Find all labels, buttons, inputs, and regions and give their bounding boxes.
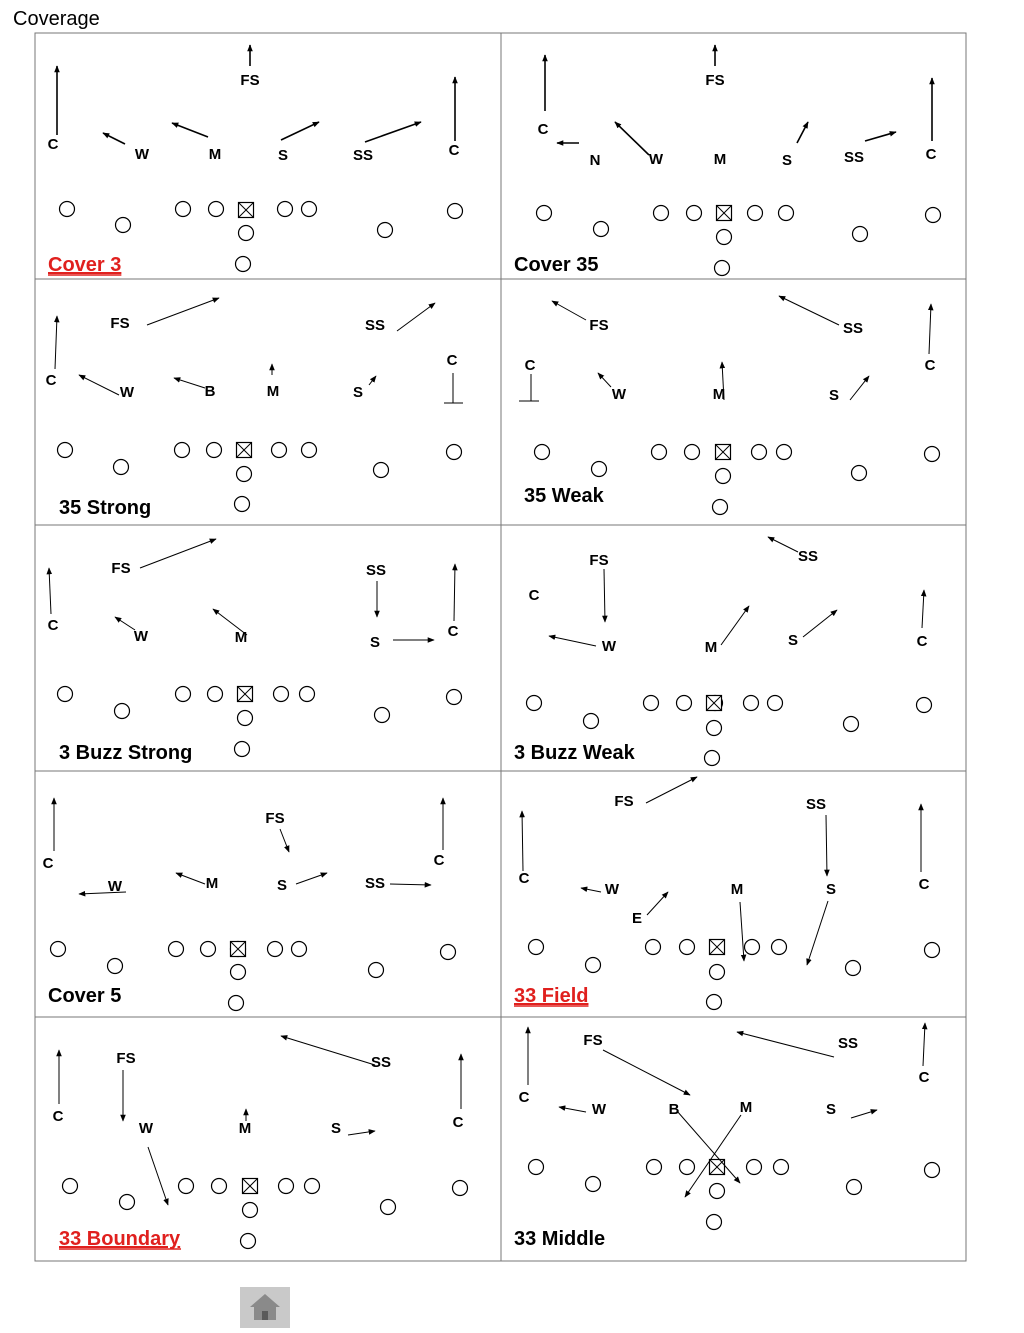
offense-player xyxy=(917,698,932,713)
route-arrow xyxy=(922,590,924,628)
center-player xyxy=(239,203,254,218)
panel-7 xyxy=(43,798,456,1011)
offense-player xyxy=(63,1179,78,1194)
offense-player xyxy=(844,717,859,732)
backfield-player xyxy=(715,261,730,276)
defender-label: FS xyxy=(110,315,130,332)
defender-label: N xyxy=(589,152,601,169)
defender-label: B xyxy=(204,383,216,400)
route-arrow xyxy=(552,301,586,320)
route-arrow xyxy=(296,873,327,884)
defender-label: M xyxy=(208,146,222,163)
backfield-player xyxy=(235,497,250,512)
route-arrow xyxy=(281,122,319,140)
offense-player xyxy=(441,945,456,960)
backfield-player xyxy=(238,711,253,726)
offense-player xyxy=(58,687,73,702)
offense-player xyxy=(115,704,130,719)
defender-label: C xyxy=(918,876,930,893)
defender-label: M xyxy=(266,383,280,400)
offense-player xyxy=(201,942,216,957)
backfield-player xyxy=(235,742,250,757)
backfield-player xyxy=(710,1184,725,1199)
center-player xyxy=(717,206,732,221)
defender-label: M xyxy=(712,386,726,403)
offense-player xyxy=(272,443,287,458)
defender-label: SS xyxy=(797,548,819,565)
offense-player xyxy=(925,943,940,958)
route-arrow xyxy=(737,1032,834,1057)
offense-player xyxy=(279,1179,294,1194)
offense-player xyxy=(116,218,131,233)
offense-player xyxy=(60,202,75,217)
defender-label: M xyxy=(704,639,718,656)
offense-player xyxy=(586,1177,601,1192)
defender-label: M xyxy=(205,875,219,892)
backfield-player xyxy=(236,257,251,272)
offense-player xyxy=(448,204,463,219)
route-arrow xyxy=(598,373,611,387)
panel-2 xyxy=(514,45,941,276)
defender-label: SS xyxy=(805,796,827,813)
route-arrow xyxy=(604,569,605,622)
defender-label: C xyxy=(537,121,549,138)
route-arrow xyxy=(172,123,208,137)
defender-label: FS xyxy=(240,72,260,89)
defender-label: SS xyxy=(837,1035,859,1052)
offense-player xyxy=(274,687,289,702)
defender-label: FS xyxy=(265,810,285,827)
defender-label: C xyxy=(924,357,936,374)
offense-player xyxy=(208,687,223,702)
offense-player xyxy=(748,206,763,221)
center-player xyxy=(243,1179,258,1194)
route-arrow xyxy=(779,296,839,325)
defender-label: SS xyxy=(842,320,864,337)
defender-label: SS xyxy=(364,875,386,892)
offense-player xyxy=(51,942,66,957)
route-arrow xyxy=(768,537,798,552)
offense-player xyxy=(779,206,794,221)
home-icon xyxy=(240,1287,290,1328)
grid-lines xyxy=(35,33,966,1261)
defender-label: S xyxy=(330,1120,342,1137)
defender-label: S xyxy=(787,632,799,649)
route-arrow xyxy=(865,132,896,141)
page-title: Coverage xyxy=(13,8,100,30)
offense-player xyxy=(768,696,783,711)
offense-player xyxy=(120,1195,135,1210)
offense-player xyxy=(529,1160,544,1175)
route-arrow xyxy=(929,304,931,354)
panel-9 xyxy=(53,1036,468,1250)
offense-player xyxy=(537,206,552,221)
panel-3 xyxy=(46,298,463,519)
defender-label: S xyxy=(825,1101,837,1118)
offense-player xyxy=(644,696,659,711)
offense-player xyxy=(677,696,692,711)
defender-label: W xyxy=(119,384,135,401)
defender-label: S xyxy=(277,147,289,164)
offense-player xyxy=(207,443,222,458)
offense-player xyxy=(777,445,792,460)
backfield-player xyxy=(229,996,244,1011)
offense-player xyxy=(680,940,695,955)
defender-label: W xyxy=(107,878,123,895)
offense-player xyxy=(594,222,609,237)
backfield-player xyxy=(231,965,246,980)
defender-label: B xyxy=(668,1101,680,1118)
route-arrow xyxy=(807,901,828,965)
route-arrow xyxy=(147,298,219,325)
offense-player xyxy=(925,447,940,462)
route-arrow xyxy=(49,568,51,614)
backfield-player xyxy=(239,226,254,241)
route-arrow xyxy=(797,122,808,143)
defender-label: C xyxy=(925,146,937,163)
offense-player xyxy=(529,940,544,955)
offense-player xyxy=(300,687,315,702)
offense-player xyxy=(302,202,317,217)
offense-player xyxy=(652,445,667,460)
panel-title: 35 Strong xyxy=(59,497,152,519)
defender-label: C xyxy=(42,855,54,872)
offense-player xyxy=(853,227,868,242)
panel-title[interactable]: 33 Field xyxy=(514,985,589,1007)
route-arrow xyxy=(603,1050,690,1095)
defender-label: C xyxy=(446,352,458,369)
route-arrow xyxy=(646,777,697,803)
defender-label: C xyxy=(47,617,59,634)
offense-player xyxy=(375,708,390,723)
defender-label: W xyxy=(138,1120,154,1137)
center-player xyxy=(238,687,253,702)
offense-player xyxy=(774,1160,789,1175)
defender-label: SS xyxy=(352,147,374,164)
defender-label: C xyxy=(518,1089,530,1106)
defender-label: SS xyxy=(843,149,865,166)
defender-label: FS xyxy=(589,552,609,569)
route-arrow xyxy=(549,636,596,646)
center-player xyxy=(710,940,725,955)
center-player xyxy=(231,942,246,957)
route-arrow xyxy=(647,892,668,915)
offense-player xyxy=(209,202,224,217)
defender-label: FS xyxy=(111,560,131,577)
defender-label: C xyxy=(447,623,459,640)
defender-label: S xyxy=(276,877,288,894)
offense-player xyxy=(747,1160,762,1175)
route-arrow xyxy=(176,873,205,884)
offense-player xyxy=(369,963,384,978)
center-player xyxy=(716,445,731,460)
offense-player xyxy=(453,1181,468,1196)
defender-label: C xyxy=(916,633,928,650)
panel-5 xyxy=(48,539,462,764)
offense-player xyxy=(169,942,184,957)
panel-title: 3 Buzz Strong xyxy=(59,742,193,764)
offense-player xyxy=(268,942,283,957)
home-button[interactable] xyxy=(240,1287,290,1328)
route-arrow xyxy=(280,829,289,852)
offense-player xyxy=(685,445,700,460)
offense-player xyxy=(374,463,389,478)
defender-label: C xyxy=(52,1108,64,1125)
route-arrow xyxy=(103,133,125,144)
defender-label: SS xyxy=(365,562,387,579)
offense-player xyxy=(647,1160,662,1175)
defender-label: W xyxy=(134,146,150,163)
panel-1 xyxy=(48,45,463,276)
offense-player xyxy=(584,714,599,729)
backfield-player xyxy=(707,1215,722,1230)
offense-player xyxy=(212,1179,227,1194)
center-player xyxy=(710,1160,725,1175)
route-arrow xyxy=(803,610,837,637)
defender-label: C xyxy=(45,372,57,389)
offense-player xyxy=(175,443,190,458)
panel-title: Cover 35 xyxy=(514,254,599,276)
offense-player xyxy=(305,1179,320,1194)
backfield-player xyxy=(713,500,728,515)
defender-label: W xyxy=(611,386,627,403)
panel-title: 33 Middle xyxy=(514,1228,606,1250)
defender-label: S xyxy=(825,881,837,898)
center-player xyxy=(237,443,252,458)
offense-player xyxy=(447,690,462,705)
route-arrow xyxy=(348,1131,375,1135)
route-arrow xyxy=(826,815,827,876)
offense-player xyxy=(381,1200,396,1215)
route-arrow xyxy=(581,888,601,892)
panel-6 xyxy=(514,537,932,766)
defender-label: C xyxy=(518,870,530,887)
offense-player xyxy=(847,1180,862,1195)
route-arrow xyxy=(174,378,205,388)
defender-label: W xyxy=(133,628,149,645)
defender-label: FS xyxy=(116,1050,136,1067)
defender-label: M xyxy=(234,629,248,646)
defender-label: S xyxy=(828,387,840,404)
defender-label: FS xyxy=(705,72,725,89)
offense-player xyxy=(586,958,601,973)
offense-player xyxy=(58,443,73,458)
backfield-player xyxy=(710,965,725,980)
backfield-player xyxy=(716,469,731,484)
defender-label: M xyxy=(730,881,744,898)
route-arrow xyxy=(281,1036,375,1065)
defender-label: W xyxy=(604,881,620,898)
defender-label: C xyxy=(452,1114,464,1131)
route-arrow xyxy=(55,316,57,369)
defender-label: W xyxy=(648,151,664,168)
backfield-player xyxy=(243,1203,258,1218)
offense-player xyxy=(646,940,661,955)
offense-player xyxy=(744,696,759,711)
defender-label: C xyxy=(918,1069,930,1086)
defender-label: S xyxy=(781,152,793,169)
defender-label: SS xyxy=(364,317,386,334)
defender-label: C xyxy=(47,136,59,153)
route-arrow xyxy=(851,1110,877,1118)
offense-player xyxy=(176,687,191,702)
offense-player xyxy=(179,1179,194,1194)
offense-player xyxy=(687,206,702,221)
panel-4 xyxy=(519,296,940,515)
defender-label: M xyxy=(739,1099,753,1116)
route-arrow xyxy=(923,1023,925,1066)
defender-label: FS xyxy=(589,317,609,334)
backfield-player xyxy=(707,995,722,1010)
defender-label: FS xyxy=(614,793,634,810)
center-player xyxy=(707,696,722,711)
panel-8 xyxy=(514,777,940,1010)
offense-player xyxy=(447,445,462,460)
panel-title: Cover 5 xyxy=(48,985,122,1007)
defender-label: C xyxy=(528,587,540,604)
defender-label: E xyxy=(631,910,643,927)
defender-label: SS xyxy=(370,1054,392,1071)
panel-title[interactable]: Cover 3 xyxy=(48,254,122,276)
defender-label: M xyxy=(713,151,727,168)
defender-label: FS xyxy=(583,1032,603,1049)
panel-title: 3 Buzz Weak xyxy=(514,742,635,764)
backfield-player xyxy=(705,751,720,766)
route-arrow xyxy=(454,564,455,621)
route-arrow xyxy=(740,902,744,961)
offense-player xyxy=(535,445,550,460)
defender-label: C xyxy=(448,142,460,159)
defender-label: W xyxy=(601,638,617,655)
route-arrow xyxy=(365,122,421,142)
panel-10 xyxy=(514,1023,940,1250)
route-arrow xyxy=(148,1147,168,1205)
offense-player xyxy=(752,445,767,460)
panel-title[interactable]: 33 Boundary xyxy=(59,1228,181,1250)
offense-player xyxy=(592,462,607,477)
offense-player xyxy=(302,443,317,458)
route-arrow xyxy=(522,811,523,871)
defender-label: C xyxy=(524,357,536,374)
defender-label: C xyxy=(433,852,445,869)
offense-player xyxy=(114,460,129,475)
defender-label: S xyxy=(369,634,381,651)
route-arrow xyxy=(721,606,749,645)
route-arrow xyxy=(850,376,869,400)
backfield-player xyxy=(241,1234,256,1249)
defender-label: W xyxy=(591,1101,607,1118)
backfield-player xyxy=(237,467,252,482)
offense-player xyxy=(852,466,867,481)
offense-player xyxy=(680,1160,695,1175)
offense-player xyxy=(278,202,293,217)
offense-player xyxy=(378,223,393,238)
route-arrow xyxy=(390,884,431,885)
defender-label: S xyxy=(352,384,364,401)
offense-player xyxy=(745,940,760,955)
offense-player xyxy=(926,208,941,223)
offense-player xyxy=(108,959,123,974)
defender-label: M xyxy=(238,1120,252,1137)
route-arrow xyxy=(369,376,376,385)
offense-player xyxy=(176,202,191,217)
backfield-player xyxy=(717,230,732,245)
offense-player xyxy=(925,1163,940,1178)
route-arrow xyxy=(79,375,119,395)
route-arrow xyxy=(559,1107,586,1112)
panel-title: 35 Weak xyxy=(524,485,604,507)
offense-player xyxy=(527,696,542,711)
route-arrow xyxy=(397,303,435,331)
offense-player xyxy=(292,942,307,957)
offense-player xyxy=(846,961,861,976)
route-arrow xyxy=(615,122,649,155)
route-arrow xyxy=(140,539,216,568)
offense-player xyxy=(772,940,787,955)
backfield-player xyxy=(707,721,722,736)
route-arrow xyxy=(115,617,135,630)
offense-player xyxy=(654,206,669,221)
